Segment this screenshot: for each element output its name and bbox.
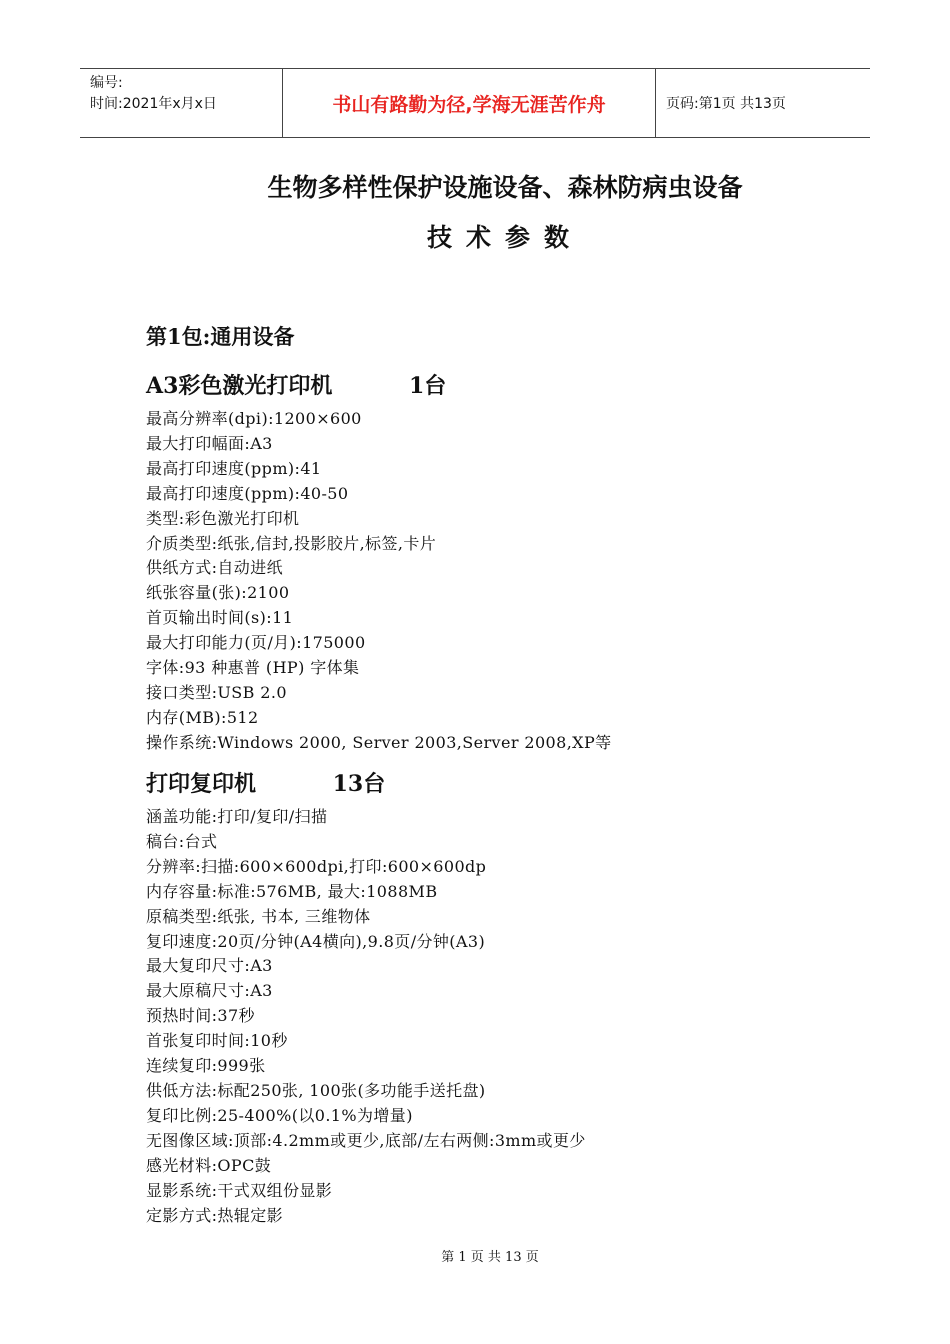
spec-item: 首页输出时间(s):11 (146, 608, 294, 628)
header-page-info: 页码:第1页 共13页 (666, 96, 786, 112)
spec-item: 分辨率:扫描:600×600dpi,打印:600×600dp (146, 856, 487, 876)
spec-item: 复印比例:25-400%(以0.1%为增量) (146, 1105, 413, 1125)
spec-item: 供低方法:标配250张, 100张(多功能手送托盘) (146, 1080, 486, 1100)
spec-item: 操作系统:Windows 2000, Server 2003,Server 2008,XP等 (146, 732, 612, 752)
document-subtitle: 技术参数 (426, 223, 583, 252)
spec-item: 连续复印:999张 (146, 1056, 266, 1076)
section-heading-copier: 打印复印机 13台 (146, 771, 386, 797)
spec-item: 类型:彩色激光打印机 (146, 508, 300, 528)
spec-item: 内存(MB):512 (146, 707, 259, 727)
spec-item: 接口类型:USB 2.0 (146, 682, 287, 702)
spec-item: 感光材料:OPC鼓 (146, 1155, 272, 1175)
spec-item: 字体:93 种惠普 (HP) 字体集 (146, 658, 360, 678)
header-meta (80, 69, 282, 137)
document-title: 生物多样性保护设施设备、森林防病虫设备 (267, 173, 743, 202)
spec-item: 涵盖功能:打印/复印/扫描 (146, 807, 328, 826)
spec-item: 供纸方式:自动进纸 (146, 558, 283, 578)
spec-item: 原稿类型:纸张, 书本, 三维物体 (146, 906, 371, 926)
spec-item: 纸张容量(张):2100 (146, 583, 290, 603)
spec-item: 最高打印速度(ppm):41 (146, 458, 322, 478)
spec-item: 稿台:台式 (146, 831, 218, 851)
date-line: 时间:2021年x月x日 (90, 96, 217, 112)
spec-item: 最大打印幅面:A3 (146, 433, 273, 453)
spec-item: 无图像区域:顶部:4.2mm或更少,底部/左右两侧:3mm或更少 (146, 1130, 586, 1150)
spec-item: 最高分辨率(dpi):1200×600 (146, 409, 362, 428)
header-motto: 书山有路勤为径,学海无涯苦作舟 (282, 69, 656, 137)
spec-item: 介质类型:纸张,信封,投影胶片,标签,卡片 (146, 533, 437, 553)
spec-item: 最大复印尺寸:A3 (146, 956, 273, 976)
spec-item: 最高打印速度(ppm):40-50 (146, 483, 349, 503)
spec-list-copier (146, 805, 586, 1228)
spec-item: 显影系统:干式双组份显影 (146, 1180, 333, 1200)
spec-item: 内存容量:标准:576MB, 最大:1088MB (146, 881, 438, 901)
spec-item: 最大打印能力(页/月):175000 (146, 633, 366, 653)
page-header (80, 68, 870, 138)
section-heading-printer: A3彩色激光打印机 1台 (146, 373, 447, 399)
spec-list-printer (146, 407, 612, 756)
spec-item: 首张复印时间:10秒 (146, 1031, 288, 1051)
spec-item: 定影方式:热辊定影 (146, 1205, 283, 1225)
package-heading: 第1包:通用设备 (146, 324, 295, 349)
serial-label: 编号: (90, 75, 123, 91)
spec-item: 最大原稿尺寸:A3 (146, 981, 273, 1001)
spec-item: 预热时间:37秒 (146, 1006, 255, 1026)
spec-item: 复印速度:20页/分钟(A4横向),9.8页/分钟(A3) (146, 931, 486, 951)
page-footer: 第 1 页 共 13 页 (441, 1250, 539, 1265)
